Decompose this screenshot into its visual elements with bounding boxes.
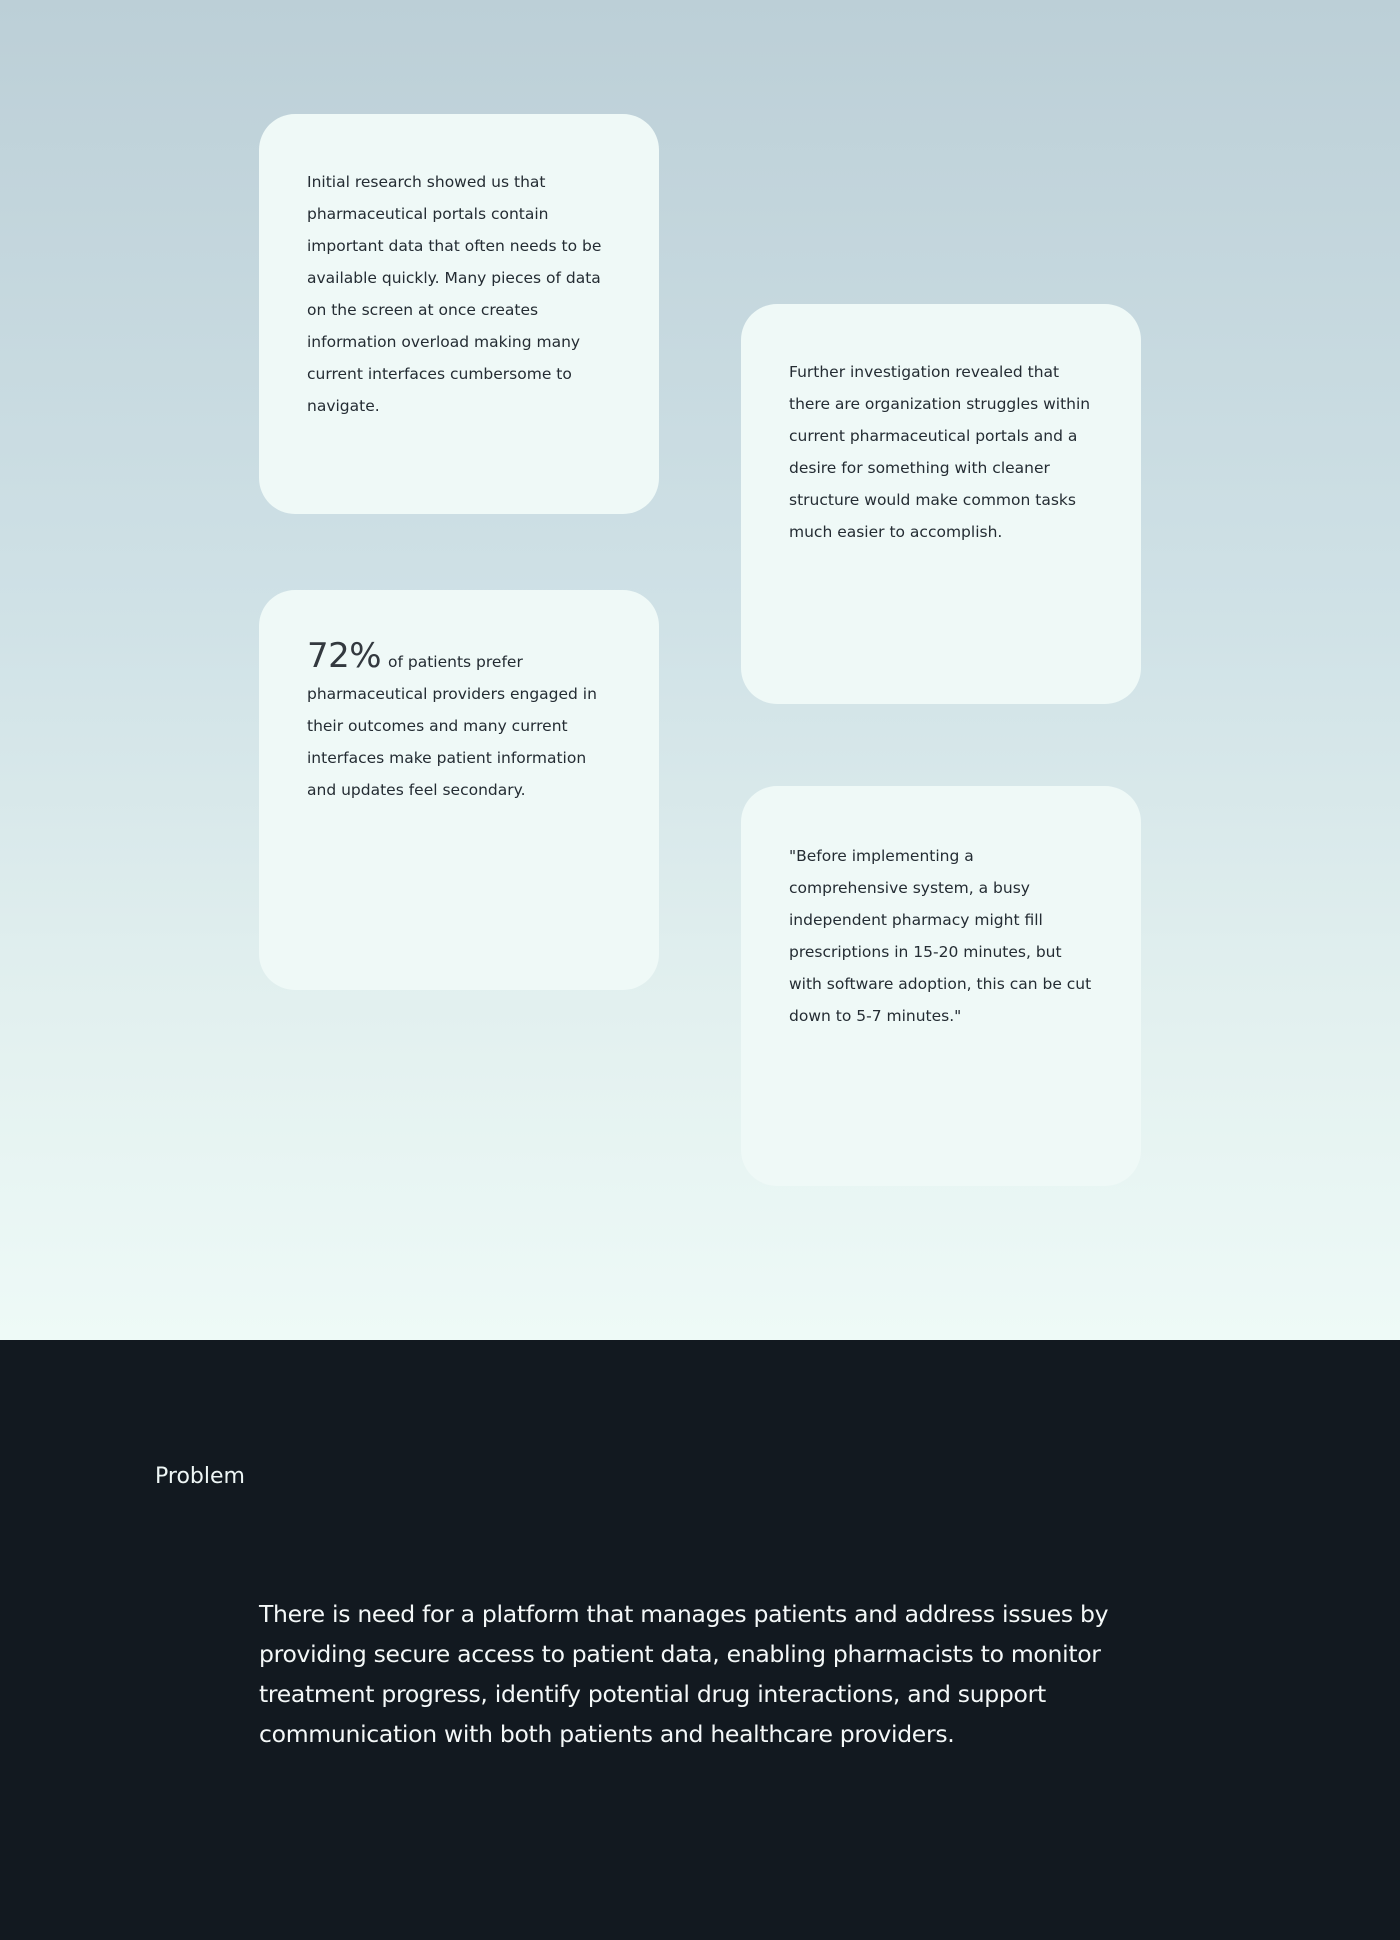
- problem-section: [0, 1340, 1400, 1940]
- research-card-statistic: [259, 590, 659, 990]
- research-card-quote-text: "Before implementing a comprehensive system, a busy independent pharmacy might fill prescriptions in 15-20 minutes, but with software adoption, this can be cut down to 5-7 minutes.": [789, 847, 1092, 1025]
- research-card-text: of patients prefer pharmaceutical providers engaged in their outcomes and many current interfaces make patient information and updates feel secondary.: [307, 653, 597, 799]
- research-card-overload: [259, 114, 659, 514]
- problem-statement: There is need for a platform that manages patients and address issues by providing secure access to patient data, enabling pharmacists to monitor treatment progress, identify potential drug interactions, and support communication with both patients and healthcare providers.: [259, 1600, 1109, 1748]
- research-card-text: Further investigation revealed that there are organization struggles within current pharmaceutical portals and a desire for something with cleaner structure would make common tasks much easier to accomplish.: [789, 363, 1091, 541]
- research-card-text: Initial research showed us that pharmaceutical portals contain important data that often needs to be available quickly. Many pieces of data on the screen at once creates information overload making many current interfaces cumbersome to navigate.: [307, 173, 602, 415]
- research-card-quote: [741, 786, 1141, 1186]
- problem-heading: Problem: [155, 1464, 245, 1489]
- statistic-value: 72%: [307, 636, 382, 676]
- research-card-organization: [741, 304, 1141, 704]
- research-card-statistic-paragraph: [307, 636, 611, 806]
